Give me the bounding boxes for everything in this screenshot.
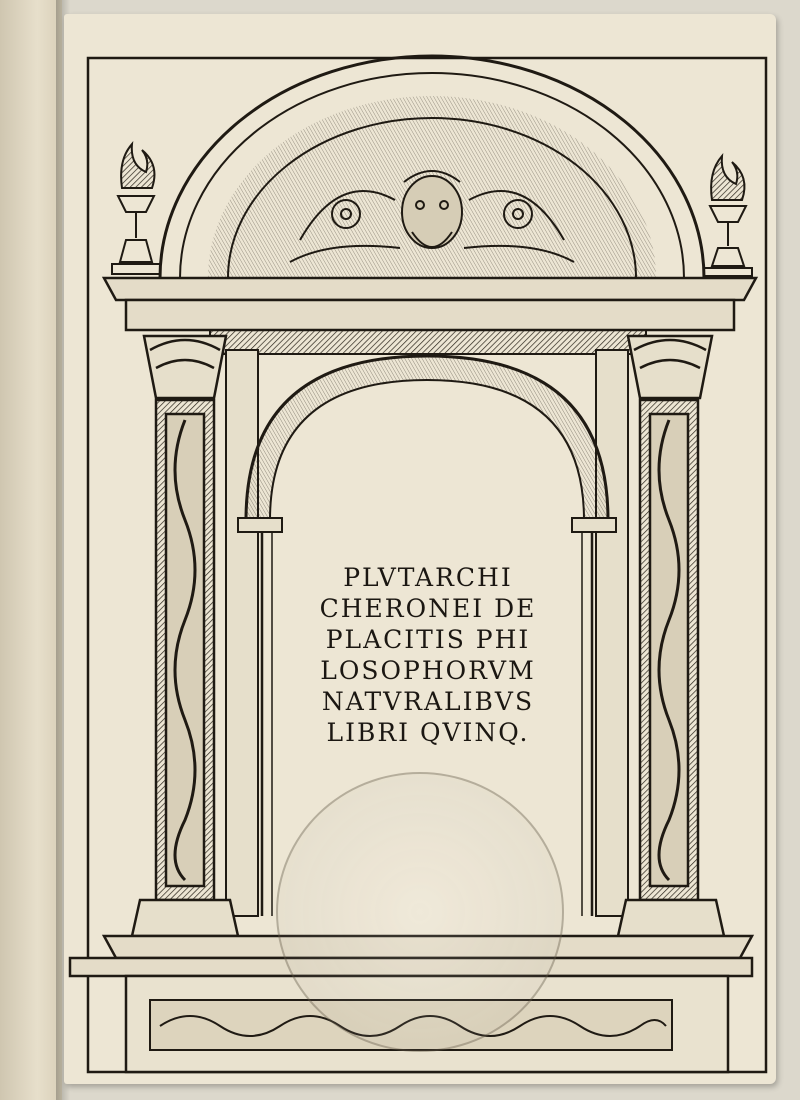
flaming-urn-left-icon [112,144,160,274]
title-line: NATVRALIBVS [321,687,535,716]
title-line: LOSOPHORVM [320,656,536,685]
flaming-urn-right-icon [704,156,752,276]
title-line: LIBRI QVINQ. [326,718,530,747]
blind-stamp-seal [276,772,564,1052]
pediment-arch [160,56,704,278]
left-pilaster [132,336,258,936]
title-line: PLACITIS PHI [325,625,531,654]
book-title [268,562,588,748]
title-line: PLVTARCHI [343,563,513,592]
title-line: CHERONEI DE [319,594,537,623]
right-pilaster [596,336,724,936]
